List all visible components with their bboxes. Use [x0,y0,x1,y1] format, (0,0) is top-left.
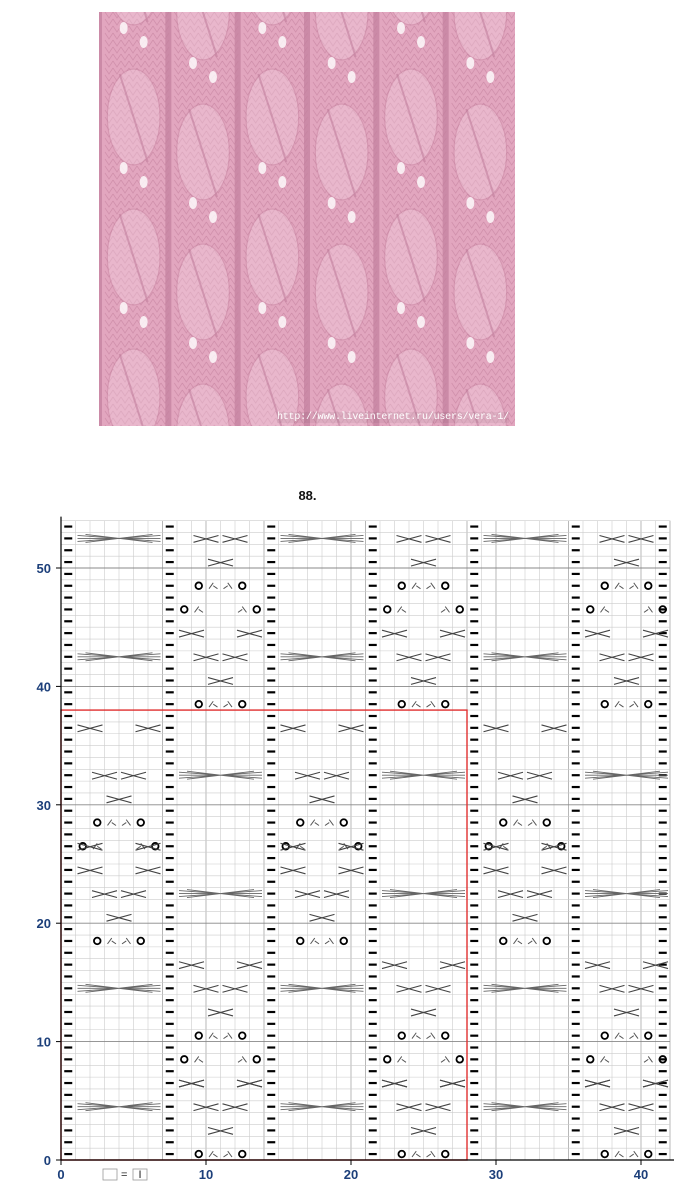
k2tog-symbol [195,1056,204,1062]
yarn-over-symbol [500,819,507,826]
yarn-over-symbol [253,606,260,613]
eyelet [120,22,128,34]
yarn-over-symbol [239,1032,246,1039]
yarn-over-symbol [601,1151,608,1158]
eyelet [348,71,356,83]
photo-source-caption: http://www.liveinternet.ru/users/vera-1/ [276,412,509,423]
k2tog-symbol [412,1151,421,1157]
eyelet [120,162,128,174]
ssk-symbol [224,701,233,707]
yarn-over-symbol [195,1032,202,1039]
ssk-symbol [644,607,653,613]
ssk-symbol [325,820,334,826]
yarn-over-symbol [137,938,144,945]
eyelet [140,316,148,328]
ssk-symbol [122,938,131,944]
k2tog-symbol [209,583,218,589]
eyelet [258,162,266,174]
y-tick-label: 30 [36,797,51,813]
yarn-over-symbol [94,819,101,826]
yarn-over-symbol [398,1151,405,1158]
yarn-over-symbol [601,1032,608,1039]
ssk-symbol [238,607,247,613]
x-tick-label: 0 [57,1167,65,1182]
k2tog-symbol [209,701,218,707]
eyelet [397,162,405,174]
ssk-symbol [427,583,436,589]
eyelet [189,337,197,349]
yarn-over-symbol [645,582,652,589]
yarn-over-symbol [398,1032,405,1039]
yarn-over-symbol [384,1056,391,1063]
yarn-over-symbol [645,1151,652,1158]
chart-grid [61,521,670,1160]
eyelet [328,337,336,349]
knitted-swatch-photo [99,12,515,426]
eyelet [140,176,148,188]
x-tick-label: 20 [343,1167,359,1182]
y-tick-label: 20 [36,916,51,932]
eyelet [278,36,286,48]
yarn-over-symbol [384,606,391,613]
k2tog-symbol [412,1033,421,1039]
purl-ridge [99,12,102,426]
eyelet [397,22,405,34]
k2tog-symbol [412,583,421,589]
yarn-over-symbol [253,1056,260,1063]
yarn-over-symbol [398,701,405,708]
ssk-symbol [427,1151,436,1157]
k2tog-symbol [514,820,523,826]
legend-knit-symbol: I [138,1169,142,1181]
purl-ridge [443,12,449,426]
eyelet [328,197,336,209]
yarn-over-symbol [181,1056,188,1063]
legend-blank-cell [103,1169,117,1180]
k2tog-symbol [615,701,624,707]
eyelet [209,211,217,223]
yarn-over-symbol [137,819,144,826]
k2tog-symbol [108,820,117,826]
k2tog-symbol [398,607,407,613]
ssk-symbol [122,820,131,826]
ssk-symbol [630,1033,639,1039]
ssk-symbol [224,1151,233,1157]
ssk-symbol [644,1056,653,1062]
k2tog-symbol [615,583,624,589]
legend-equals: = [121,1169,128,1181]
yarn-over-symbol [297,819,304,826]
eyelet [328,57,336,69]
ssk-symbol [441,607,450,613]
eyelet [209,71,217,83]
k2tog-symbol [398,1056,407,1062]
eyelet [189,57,197,69]
eyelet [278,316,286,328]
y-tick-label: 0 [43,1153,51,1168]
eyelet [486,351,494,363]
eyelet [466,57,474,69]
chart-number: 88. [298,488,317,503]
ssk-symbol [325,938,334,944]
yarn-over-symbol [587,1056,594,1063]
eyelet [278,176,286,188]
swatch-illustration [99,12,515,426]
ssk-symbol [224,1033,233,1039]
yarn-over-symbol [500,938,507,945]
ssk-symbol [238,1056,247,1062]
ssk-symbol [630,701,639,707]
k2tog-symbol [615,1151,624,1157]
ssk-symbol [427,1033,436,1039]
k2tog-symbol [311,820,320,826]
yarn-over-symbol [456,1056,463,1063]
yarn-over-symbol [340,819,347,826]
yarn-over-symbol [601,582,608,589]
eyelet [417,316,425,328]
eyelet [486,211,494,223]
k2tog-symbol [108,938,117,944]
k2tog-symbol [311,938,320,944]
yarn-over-symbol [340,938,347,945]
yarn-over-symbol [239,582,246,589]
eyelet [417,36,425,48]
k2tog-symbol [209,1151,218,1157]
yarn-over-symbol [398,582,405,589]
x-tick-label: 10 [198,1167,214,1182]
eyelet [348,351,356,363]
eyelet [486,71,494,83]
yarn-over-symbol [239,701,246,708]
yarn-over-symbol [442,701,449,708]
eyelet [466,197,474,209]
yarn-over-symbol [442,1032,449,1039]
yarn-over-symbol [543,938,550,945]
ssk-symbol [630,1151,639,1157]
yarn-over-symbol [239,1151,246,1158]
eyelet [397,302,405,314]
yarn-over-symbol [587,606,594,613]
knitting-chart [0,510,695,1200]
y-tick-label: 50 [36,561,51,576]
yarn-over-symbol [601,701,608,708]
purl-ridge [304,12,310,426]
ssk-symbol [630,583,639,589]
yarn-over-symbol [456,606,463,613]
y-tick-label: 10 [36,1034,51,1050]
yarn-over-symbol [645,701,652,708]
eyelet [189,197,197,209]
x-tick-label: 30 [488,1167,504,1182]
eyelet [417,176,425,188]
purl-ridge [165,12,171,426]
yarn-over-symbol [297,938,304,945]
k2tog-symbol [615,1033,624,1039]
yarn-over-symbol [543,819,550,826]
yarn-over-symbol [94,938,101,945]
eyelet [258,22,266,34]
k2tog-symbol [195,607,204,613]
ssk-symbol [528,938,537,944]
eyelet [348,211,356,223]
eyelet [258,302,266,314]
eyelet [209,351,217,363]
purl-ridge [235,12,241,426]
x-tick-label: 40 [633,1167,649,1182]
eyelet [140,36,148,48]
k2tog-symbol [601,1056,610,1062]
purl-ridge [373,12,379,426]
k2tog-symbol [514,938,523,944]
yarn-over-symbol [195,582,202,589]
chart-legend [103,1169,147,1181]
k2tog-symbol [209,1033,218,1039]
yarn-over-symbol [181,606,188,613]
yarn-over-symbol [195,701,202,708]
yarn-over-symbol [195,1151,202,1158]
y-tick-label: 40 [36,679,51,695]
yarn-over-symbol [442,582,449,589]
ssk-symbol [441,1056,450,1062]
eyelet [466,337,474,349]
eyelet [120,302,128,314]
ssk-symbol [427,701,436,707]
ssk-symbol [528,820,537,826]
k2tog-symbol [601,607,610,613]
yarn-over-symbol [442,1151,449,1158]
yarn-over-symbol [645,1032,652,1039]
k2tog-symbol [412,701,421,707]
ssk-symbol [224,583,233,589]
